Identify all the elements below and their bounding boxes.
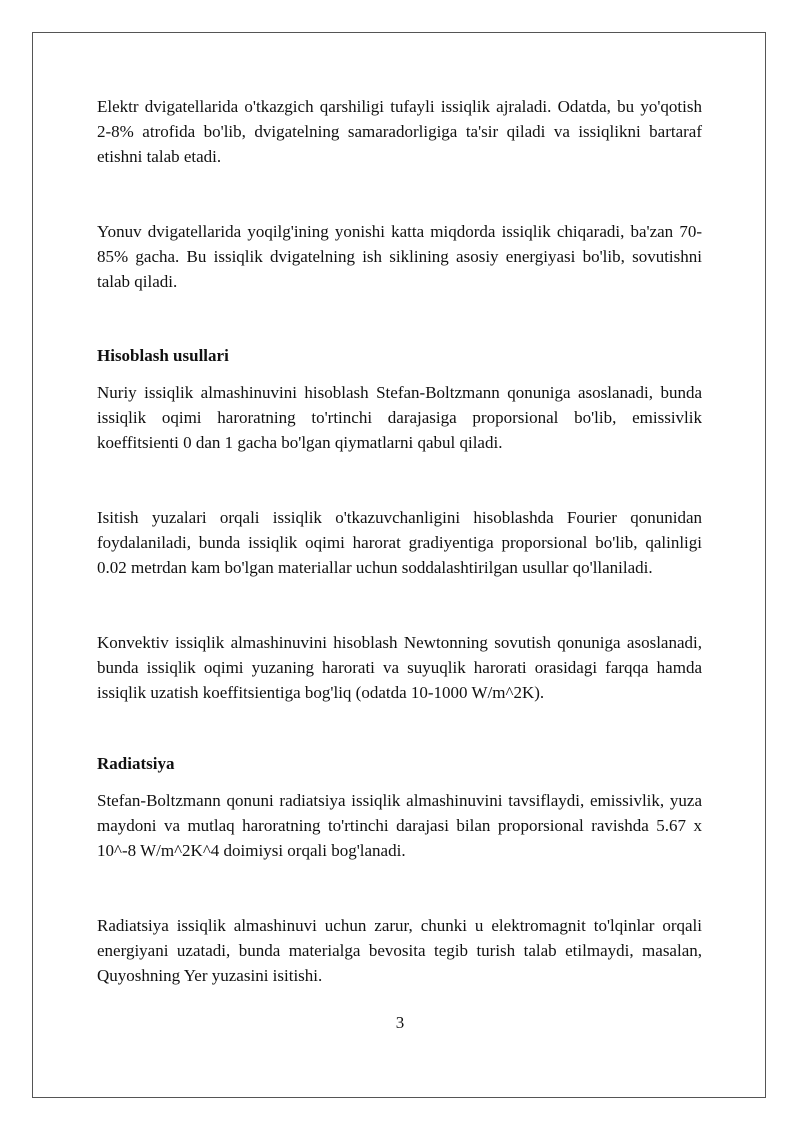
- paragraph: Isitish yuzalari orqali issiqlik o'tkazuvchanligini hisoblashda Fourier qonunidan foydalaniladi, bunda issiqlik oqimi harorat gradiyentiga proporsional bo'lib, qalinligi 0.02 metrdan kam bo'lgan materiallar uchun soddalashtirilgan usullar qo'llaniladi.: [97, 508, 702, 577]
- paragraph: Stefan-Boltzmann qonuni radiatsiya issiqlik almashinuvini tavsiflaydi, emissivlik, yuza maydoni va mutlaq haroratning to'rtinchi darajasi bilan proporsional ravishda 5.67 x 10^-8 W/m^2K^4 doimiysi orqali bog'lanadi.: [97, 791, 702, 860]
- document-body: [97, 94, 702, 988]
- paragraph: Radiatsiya issiqlik almashinuvi uchun zarur, chunki u elektromagnit to'lqinlar orqali energiyani uzatadi, bunda materialga bevosita tegib turish talab etilmaydi, masalan, Quyoshning Yer yuzasini isitishi.: [97, 916, 702, 985]
- paragraph: Yonuv dvigatellarida yoqilg'ining yonishi katta miqdorda issiqlik chiqaradi, ba'zan 70-85% gacha. Bu issiqlik dvigatelning ish siklining asosiy energiyasi bo'lib, sovutishni talab qiladi.: [97, 222, 702, 291]
- paragraph: Elektr dvigatellarida o'tkazgich qarshiligi tufayli issiqlik ajraladi. Odatda, bu yo'qotish 2-8% atrofida bo'lib, dvigatelning samaradorligiga ta'sir qiladi va issiqlikni bartaraf etishni talab etadi.: [97, 97, 702, 166]
- page-number: 3: [395, 1013, 405, 1032]
- section-heading-hisoblash-usullari: Hisoblash usullari: [97, 346, 229, 365]
- paragraph: Nuriy issiqlik almashinuvini hisoblash Stefan-Boltzmann qonuniga asoslanadi, bunda issiqlik oqimi haroratning to'rtinchi darajasiga proporsional bo'lib, emissivlik koeffitsienti 0 dan 1 gacha bo'lgan qiymatlarni qabul qiladi.: [97, 383, 702, 452]
- section-heading-radiatsiya: Radiatsiya: [97, 754, 175, 773]
- paragraph: Konvektiv issiqlik almashinuvini hisoblash Newtonning sovutish qonuniga asoslanadi, bunda issiqlik oqimi yuzaning harorati va suyuqlik harorati orasidagi farqqa hamda issiqlik uzatish koeffitsientiga bog'liq (odatda 10-1000 W/m^2K).: [97, 633, 702, 702]
